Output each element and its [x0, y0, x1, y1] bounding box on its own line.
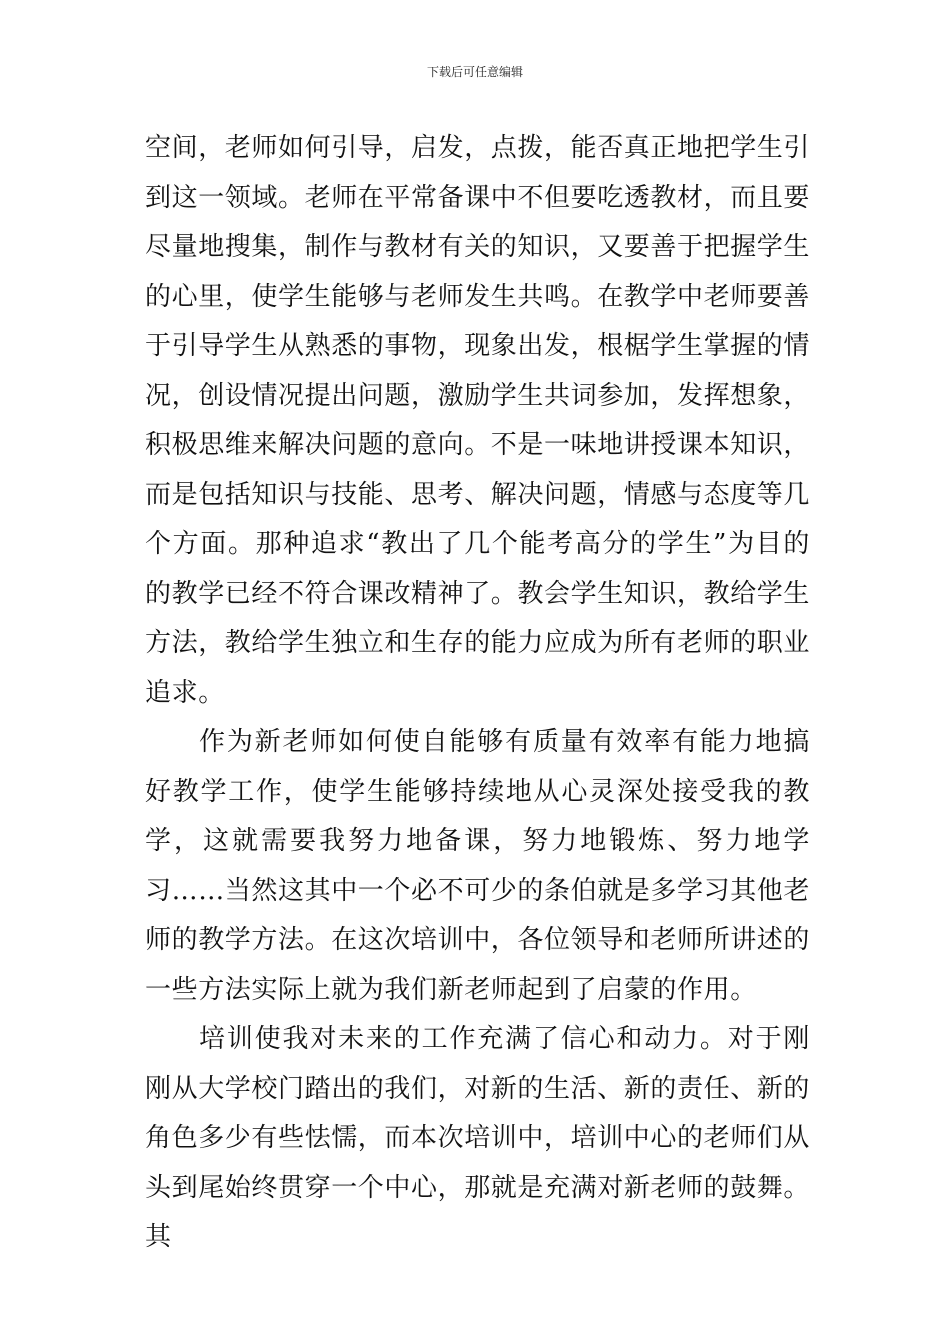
document-body	[145, 124, 810, 1263]
page-header: 下载后可任意编辑	[426, 65, 523, 79]
paragraph-continued: 空间，老师如何引导，启发，点拨，能否真正地把学生引到这一领域。老师在平常备课中不但要吃透教材，而且要尽量地搜集，制作与教材有关的知识，又要善于把握学生的心里，使学生能够与老师发生共鸣。在教学中老师要善于引导学生从熟悉的事物，现象出发，根椐学生掌握的情况，创设情况提出问题，激励学生共词参加，发挥想象，积极思维来解决问题的意向。不是一味地讲授课本知识，而是包括知识与技能、思考、解决问题，情感与态度等几个方面。那种追求“教出了几个能考高分的学生”为目的的教学已经不符合课改精神了。教会学生知识，教给学生方法，教给学生独立和生存的能力应成为所有老师的职业追求。	[145, 133, 811, 708]
paragraph-training: 培训使我对未来的工作充满了信心和动力。对于刚刚从大学校门踏出的我们，对新的生活、新的责任、新的角色多少有些怯懦，而本次培训中，培训中心的老师们从头到尾始终贯穿一个中心，那就是充满对新老师的鼓舞。其	[145, 1024, 811, 1252]
paragraph-new-teacher: 作为新老师如何使自能够有质量有效率有能力地搞好教学工作，使学生能够持续地从心灵深处接受我的教学，这就需要我努力地备课，努力地锻炼、努力地学习……当然这其中一个必不可少的条伯就是多学习其他老师的教学方法。在这次培训中，各位领导和老师所讲述的一些方法实际上就为我们新老师起到了启蒙的作用。	[145, 727, 811, 1005]
